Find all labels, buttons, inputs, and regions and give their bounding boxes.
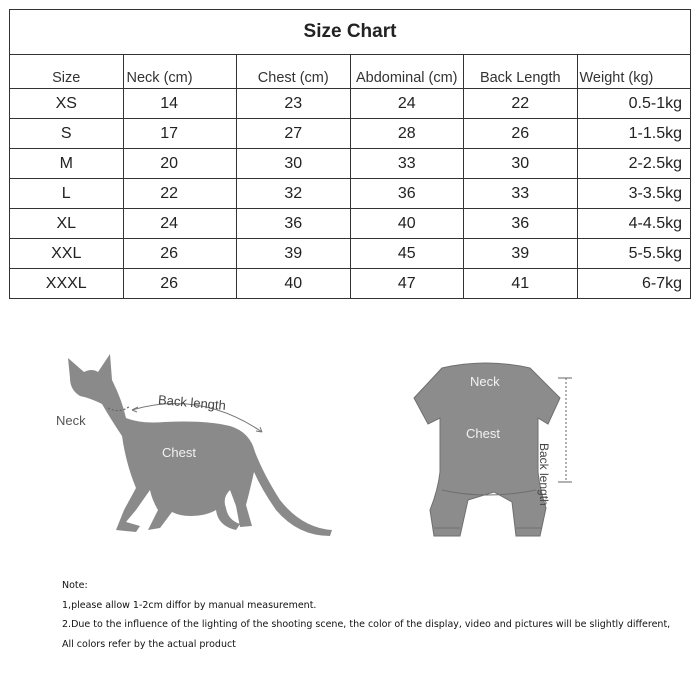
table-row: [10, 179, 691, 209]
cell-neck: 26: [123, 269, 237, 299]
cat-back-length-label: Back length: [157, 392, 227, 413]
cell-back-length: 22: [464, 89, 578, 119]
cell-chest: 32: [237, 179, 351, 209]
cell-neck: 24: [123, 209, 237, 239]
cell-weight: 2-2.5kg: [577, 149, 691, 179]
note-heading: Note:: [62, 580, 88, 591]
header-chest: Chest (cm): [237, 55, 351, 89]
cell-abdominal: 45: [350, 239, 464, 269]
cell-weight: 6-7kg: [577, 269, 691, 299]
cell-neck: 17: [123, 119, 237, 149]
cell-size: S: [10, 119, 124, 149]
cell-weight: 1-1.5kg: [577, 119, 691, 149]
cell-neck: 22: [123, 179, 237, 209]
suit-measurement-illustration: [390, 350, 600, 550]
table-row: [10, 269, 691, 299]
note-section: [62, 576, 682, 654]
cell-abdominal: 28: [350, 119, 464, 149]
cell-weight: 5-5.5kg: [577, 239, 691, 269]
cell-back-length: 39: [464, 239, 578, 269]
table-header-row: [10, 55, 691, 89]
header-abdominal: Abdominal (cm): [350, 55, 464, 89]
suit-back-length-label: Back length: [537, 443, 551, 506]
header-size: Size: [10, 55, 124, 89]
cell-weight: 4-4.5kg: [577, 209, 691, 239]
cell-size: XXXL: [10, 269, 124, 299]
cell-chest: 30: [237, 149, 351, 179]
cell-abdominal: 33: [350, 149, 464, 179]
table-row: [10, 239, 691, 269]
cell-back-length: 41: [464, 269, 578, 299]
cell-abdominal: 40: [350, 209, 464, 239]
cell-abdominal: 24: [350, 89, 464, 119]
cell-abdominal: 47: [350, 269, 464, 299]
cell-size: M: [10, 149, 124, 179]
cell-weight: 3-3.5kg: [577, 179, 691, 209]
cell-size: L: [10, 179, 124, 209]
table-title: Size Chart: [10, 10, 691, 55]
cell-back-length: 26: [464, 119, 578, 149]
header-back-length: Back Length: [464, 55, 578, 89]
note-line-2: 2.Due to the influence of the lighting of the shooting scene, the color of the display, video and pictures will be slightly different,: [62, 619, 671, 630]
cell-chest: 36: [237, 209, 351, 239]
cell-neck: 14: [123, 89, 237, 119]
cell-chest: 40: [237, 269, 351, 299]
table-row: [10, 119, 691, 149]
cell-neck: 20: [123, 149, 237, 179]
cell-size: XXL: [10, 239, 124, 269]
cell-neck: 26: [123, 239, 237, 269]
cell-back-length: 33: [464, 179, 578, 209]
cat-neck-label: Neck: [56, 413, 86, 428]
cell-back-length: 36: [464, 209, 578, 239]
cell-chest: 27: [237, 119, 351, 149]
table-row: [10, 89, 691, 119]
cat-chest-label: Chest: [162, 445, 196, 460]
size-chart-table: [9, 9, 691, 299]
suit-neck-label: Neck: [470, 374, 500, 389]
table-row: [10, 209, 691, 239]
header-weight: Weight (kg): [577, 55, 691, 89]
cell-size: XL: [10, 209, 124, 239]
cell-abdominal: 36: [350, 179, 464, 209]
note-line-1: 1,please allow 1-2cm diffor by manual measurement.: [62, 599, 317, 611]
header-neck: Neck (cm): [123, 55, 237, 89]
cat-measurement-illustration: [40, 340, 340, 550]
table-row: [10, 149, 691, 179]
cell-chest: 39: [237, 239, 351, 269]
suit-chest-label: Chest: [466, 426, 500, 441]
note-line-3: All colors refer by the actual product: [62, 638, 236, 650]
cell-chest: 23: [237, 89, 351, 119]
cell-size: XS: [10, 89, 124, 119]
cell-back-length: 30: [464, 149, 578, 179]
cell-weight: 0.5-1kg: [577, 89, 691, 119]
